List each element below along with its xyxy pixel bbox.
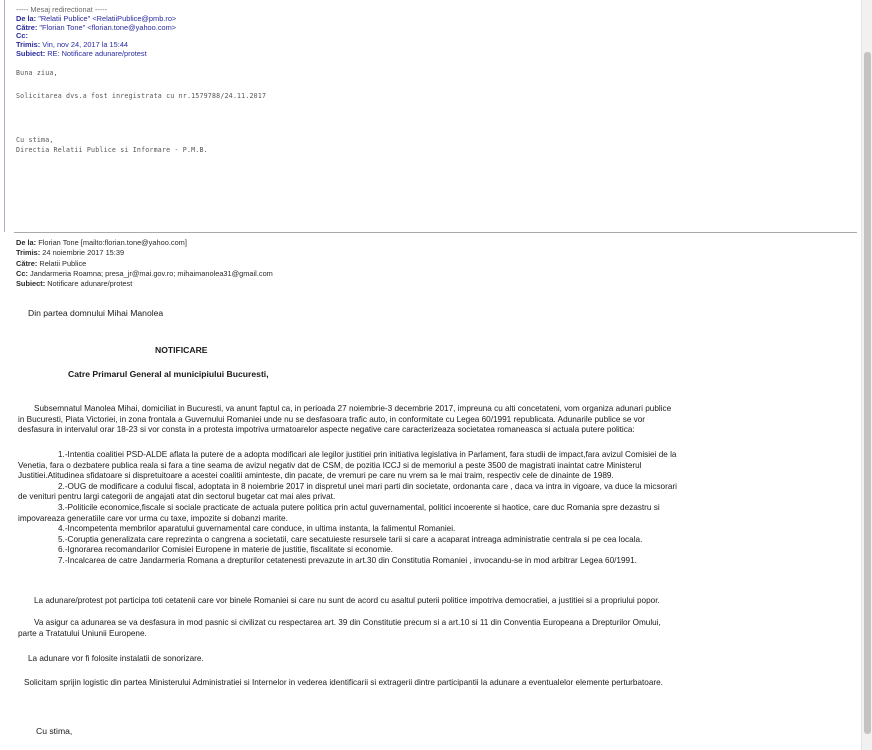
original-header [16, 238, 273, 289]
point-line: 1.-Intentia coalitiei PSD-ALDE aflata la putere de a adopta modificari ale legilor justitiei prin initiativa legislativa in Parlament, fara studii de impact,fara avizul Comisiei de la [58, 450, 677, 459]
original-cc: Cc: Jandarmeria Roamna; presa_jr@mai.gov.ro; mihaimanolea31@gmail.com [16, 268, 273, 278]
peaceful-line: Va asigur ca adunarea se va desfasura in mod pasnic si civilizat cu respectarea art. 39 din Constitutie precum si a art.10 si 11 din Conventia Europeana a Drepturilor Omului, [34, 618, 661, 627]
reply-registration: Solicitarea dvs.a fost inregistrata cu nr.1579788/24.11.2017 [16, 92, 267, 100]
original-from: De la: Florian Tone [mailto:florian.tone@yahoo.com] [16, 238, 187, 247]
forward-separator: ----- Mesaj redirectionat ----- [16, 5, 108, 14]
intro-line: desfasura in intervalul orar 18-23 si vor consta in a protesta impotriva urmatoarelor aspecte negative care caracterizeaza societatea romaneasca si actuala putere politica: [18, 425, 635, 435]
quote-bar [4, 0, 5, 232]
point-line: 6.-Ignorarea recomandarilor Comisiei Europene in materie de justitie, fiscalitate si economie. [58, 545, 393, 555]
original-sent: Trimis: 24 noiembrie 2017 15:39 [16, 248, 125, 258]
original-subject: Subiect: Notificare adunare/protest [16, 279, 133, 289]
reply-closing: Cu stima, [16, 136, 54, 144]
letter-support: Solicitam sprijin logistic din partea Ministerului Administratiei si Internelor in vederea identificarii si extragerii dintre participantii la adunare a eventualelor elemente perturbatoare. [24, 678, 663, 687]
letter-sound: La adunare vor fi folosite instalatii de sonorizare. [28, 654, 204, 663]
point-line: de venituri pentru largi categorii de angajati atat din sectorul bugetar cat mai ales privat. [18, 492, 336, 502]
forwarded-header [16, 6, 176, 59]
point-line: Justitiei.Atitudinea sfidatoare si dispretuitoare a acestei coalitii aminteste, din pacate, de vremuri pe care nu vrem sa le mai traim, respectiv cele de dinainte de 1989. [18, 471, 614, 481]
vertical-scrollbar[interactable] [861, 0, 872, 750]
reply-greeting: Buna ziua, [16, 69, 58, 77]
intro-line: in Bucuresti, Piata Victoriei, in zona frontala a Guvernului Romaniei unde nu se desfasoara trafic auto, in conformitate cu Legea 60/1991 republicata. Adunarile publice se vor [18, 414, 646, 424]
letter-intro [18, 404, 671, 436]
peaceful-line: parte a Tratatului Uniunii Europene. [18, 628, 147, 638]
point-line: 5.-Coruptia generalizata care reprezinta o cangrena a societatii, care secatuieste resursele tarii si care a acaparat intreaga administratie centrala si pe cea locala. [58, 534, 643, 544]
forward-cc: Cc: [16, 31, 28, 41]
point-line: 2.-OUG de modificare a codului fiscal, adoptata in 8 noiembrie 2017 in dispretul unei mari parti din societate, ordonanta care , daca va intra in vigoare, va duce la micsorari [58, 481, 677, 491]
letter-addressee: Catre Primarul General al municipiului Bucuresti, [68, 369, 269, 379]
letter-participate: La adunare/protest pot participa toti cetatenii care vor binele Romaniei si care nu sunt de acord cu asaltul puterii politice impotriva democratiei, a justitiei si a propriului popor. [34, 596, 660, 605]
letter-points [18, 450, 677, 567]
point-line: impovareaza generatiile care vor urma cu taxe, impozite si dobanzi marite. [18, 513, 288, 523]
reply-department: Directia Relatii Publice si Informare - P.M.B. [16, 146, 208, 154]
original-to: Către: Relatii Publice [16, 258, 87, 268]
letter-closing: Cu stima, [36, 726, 73, 736]
forward-from: De la: "Relatii Publice" <RelatiiPublice@pmb.ro> [16, 13, 177, 23]
letter-title: NOTIFICARE [155, 345, 208, 355]
forward-subject: Subiect: RE: Notificare adunare/protest [16, 48, 147, 58]
point-line: 7.-Incalcarea de catre Jandarmeria Romana a drepturilor cetatenesti prevazute in art.30 din Constitutia Romaniei , invocandu-se in mod arbitrar Legea 60/1991. [58, 555, 637, 565]
forward-sent: Trimis: Vin, nov 24, 2017 la 15:44 [16, 40, 129, 50]
point-line: Venetia, fara o dezbatere publica reala si fara a tine seama de avizul negativ dat de CSM, de pozitia ICCJ si de memoriul a peste 3500 de magistrati inaintat catre Ministerul [18, 460, 642, 470]
forward-to: Către: "Florian Tone" <florian.tone@yahoo.com> [16, 22, 177, 32]
divider [14, 232, 857, 233]
scrollbar-thumb[interactable] [864, 52, 871, 734]
letter-peaceful [18, 618, 661, 639]
letter-from-line: Din partea domnului Mihai Manolea [28, 308, 164, 318]
point-line: 4.-Incompetenta membrilor aparatului guvernamental care conduce, in ultima instanta, la falimentul Romaniei. [58, 524, 456, 534]
point-line: 3.-Politicile economice,fiscale si sociale practicate de actuala putere politica prin actul guvernamental, politici incoerente si haotice, care duc Romania spre dezastru si [58, 502, 660, 512]
intro-line: Subsemnatul Manolea Mihai, domiciliat in Bucuresti, va anunt faptul ca, in perioada 27 noiembrie-3 decembrie 2017, impreuna cu alti concetateni, vom organiza adunari publice [34, 404, 672, 413]
